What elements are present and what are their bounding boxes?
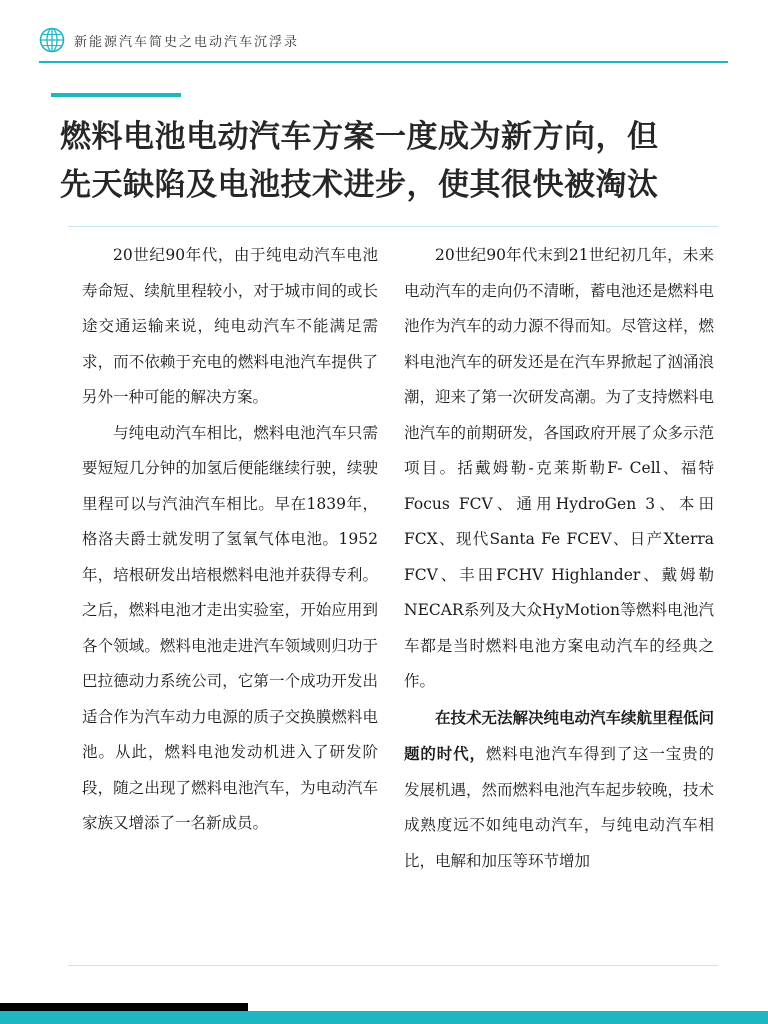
article-title-line-1: 燃料电池电动汽车方案一度成为新方向，但 — [60, 119, 659, 155]
article-title — [60, 113, 720, 209]
left-paragraph-1: 20世纪90年代，由于纯电动汽车电池寿命短、续航里程较小，对于城市间的或长途交通运输来说，纯电动汽车不能满足需求，而不依赖于充电的燃料电池汽车提供了另外一种可能的解决方案。 — [82, 246, 378, 406]
right-paragraph-2-text: 燃料电池汽车得到了这一宝贵的发展机遇，然而燃料电池汽车起步较晚，技术成熟度远不如纯电动汽车，与纯电动汽车相比，电解和加压等环节增加 — [404, 745, 715, 870]
series-title: 新能源汽车简史之电动汽车沉浮录 — [74, 35, 300, 50]
globe-grid-icon — [39, 27, 65, 53]
title-accent-bar — [51, 93, 181, 97]
footer-teal-bar — [0, 1011, 768, 1024]
right-column — [404, 238, 714, 879]
content-bottom-divider — [68, 965, 718, 966]
content-top-divider — [68, 226, 718, 227]
page-header — [0, 0, 768, 64]
footer-black-bar — [0, 1003, 248, 1011]
right-paragraph-2-emphasis: 在技术无法解决纯电动汽车续航里程低问题的时代， — [404, 707, 715, 763]
left-column — [82, 238, 378, 842]
article-title-line-2: 先天缺陷及电池技术进步，使其很快被淘汰 — [60, 167, 659, 203]
left-paragraph-2: 与纯电动汽车相比，燃料电池汽车只需要短短几分钟的加氢后便能继续行驶，续驶里程可以与汽油汽车相比。早在1839年，格洛夫爵士就发明了氢氧气体电池。1952年，培根研发出培根燃料电池并获得专利。之后，燃料电池才走出实验室，开始应用到各个领域。燃料电池走进汽车领域则归功于巴拉德动力系统公司，它第一个成功开发出适合作为汽车动力电源的质子交换膜燃料电池。从此，燃料电池发动机进入了研发阶段，随之出现了燃料电池汽车，为电动汽车家族又增添了一名新成员。 — [82, 423, 378, 832]
header-divider — [39, 61, 728, 63]
right-paragraph-2 — [404, 700, 714, 880]
right-paragraph-1: 20世纪90年代末到21世纪初几年，未来电动汽车的走向仍不清晰，蓄电池还是燃料电池作为汽车的动力源不得而知。尽管这样，燃料电池汽车的研发还是在汽车界掀起了汹涌浪潮，迎来了第一次研发高潮。为了支持燃料电池汽车的前期研发，各国政府开展了众多示范项目。括戴姆勒-克莱斯勒F- Cell、福特Focus FCV、通用HydroGen 3、本田FCX、现代Santa Fe FCEV、日产Xterra FCV、丰田FCHV Highlander、戴姆勒NECAR系列及大众HyMotion等燃料电池汽车都是当时燃料电池方案电动汽车的经典之作。 — [404, 246, 715, 690]
